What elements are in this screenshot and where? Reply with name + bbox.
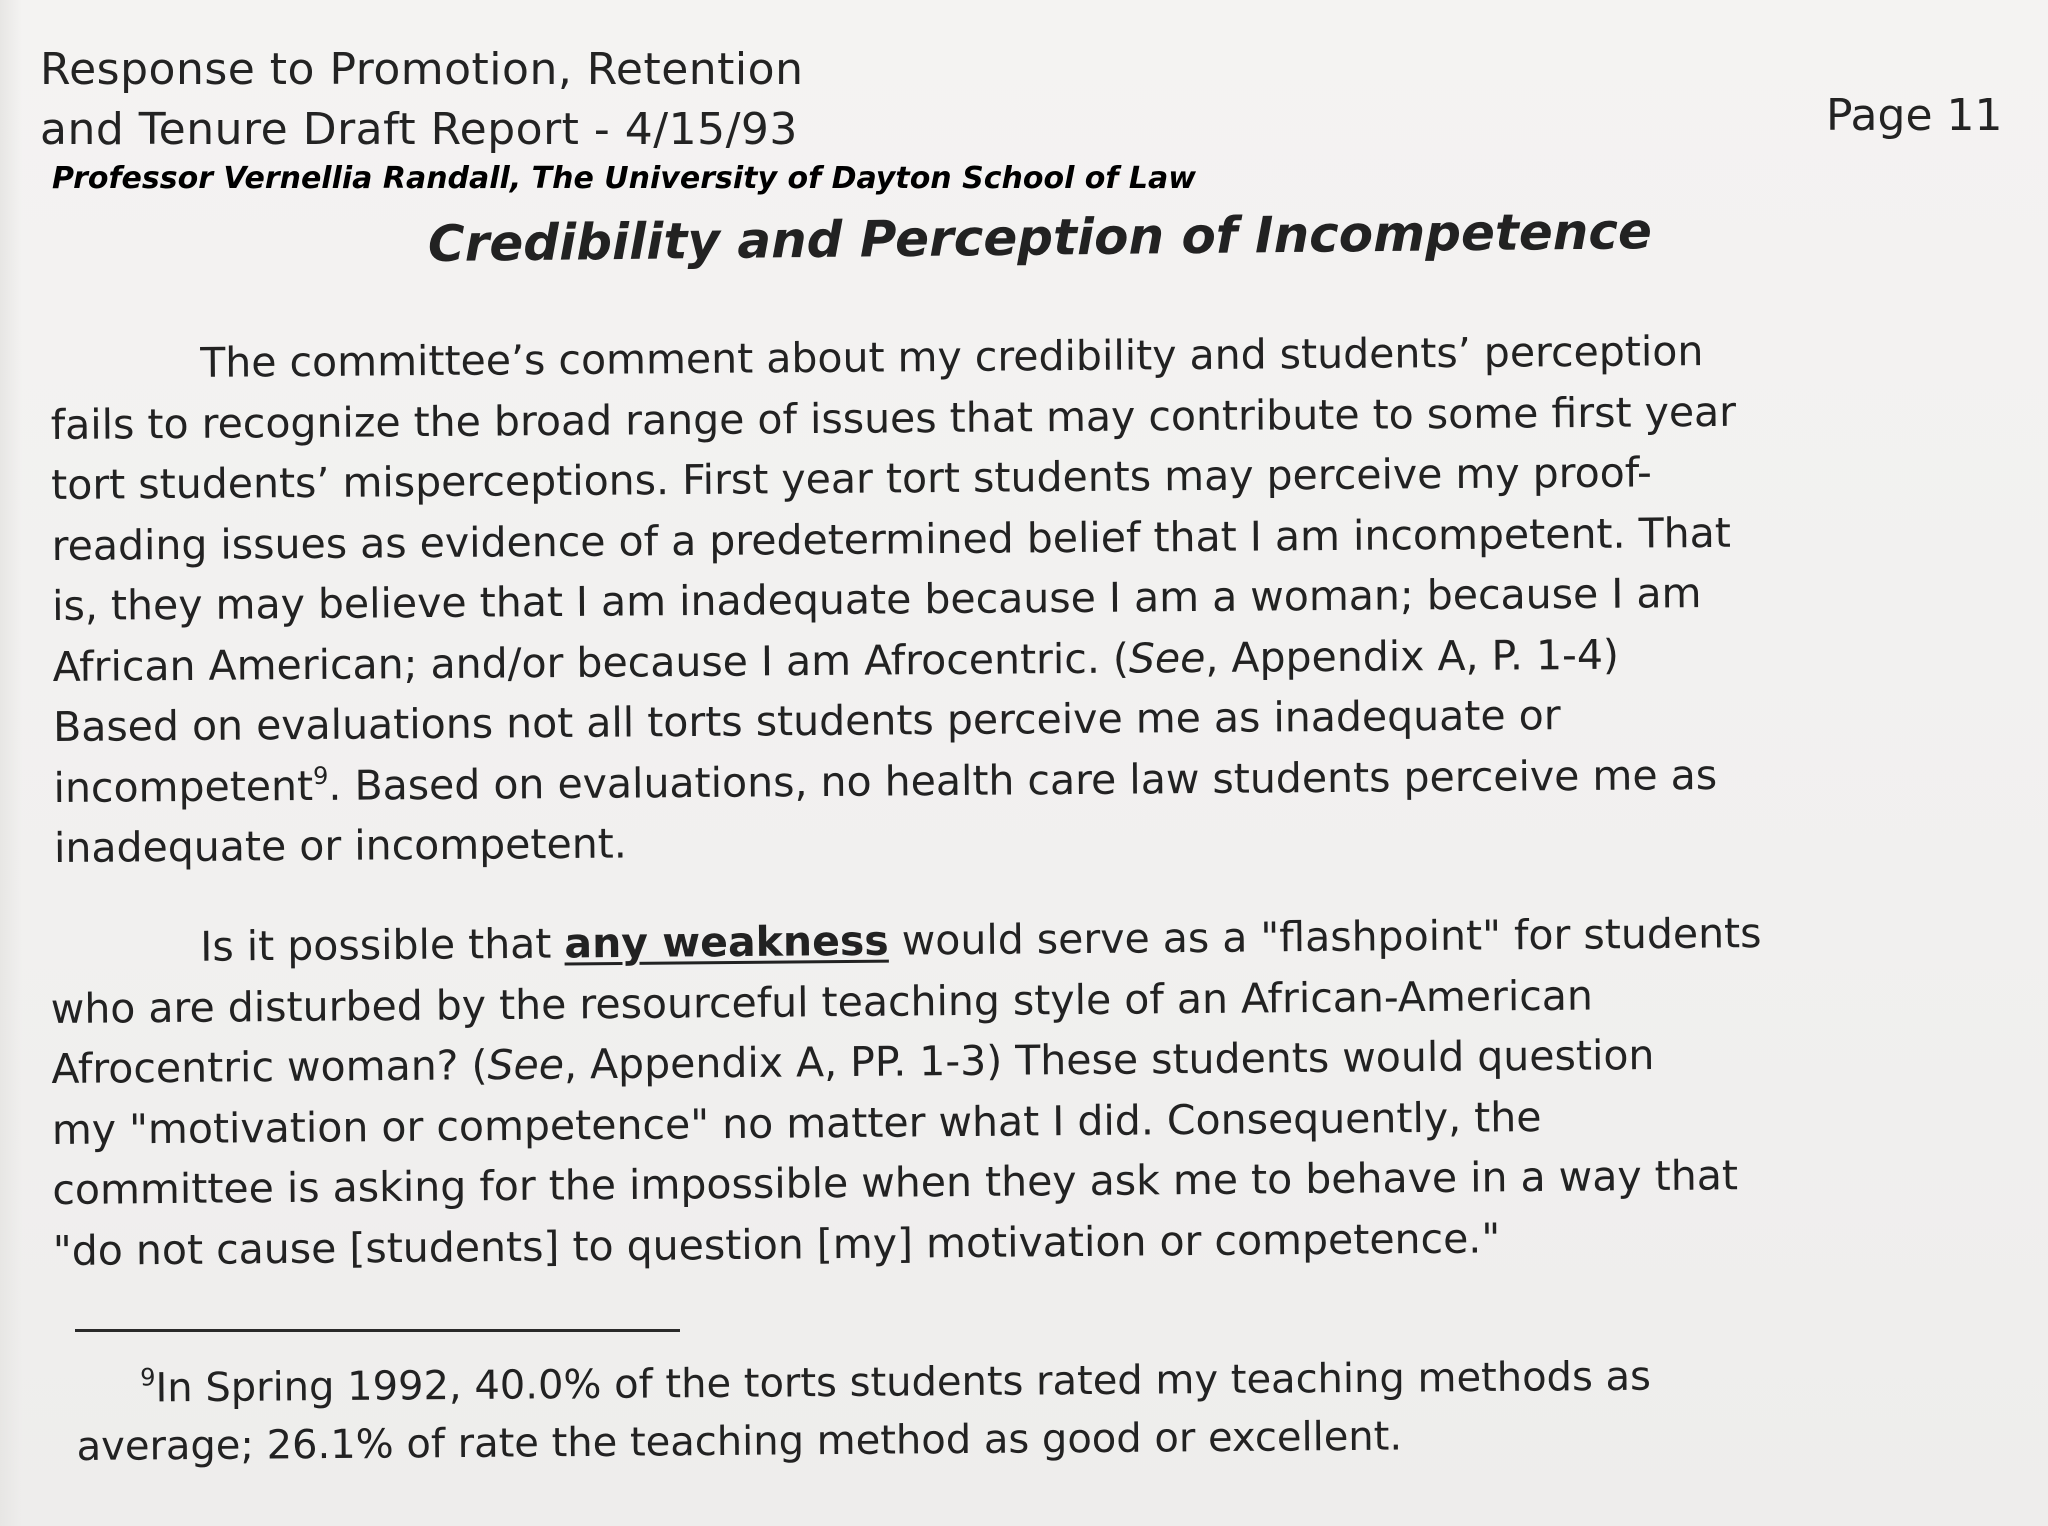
section-heading: Credibility and Perception of Incompetence [427, 202, 1653, 273]
paragraph-flashpoint [50, 901, 2013, 1281]
text-line: inadequate or incompetent. [53, 819, 627, 872]
footnote-9 [76, 1348, 1652, 1476]
text-line: The committee’s comment about my credibility and students’ perception [200, 327, 1704, 387]
text-line: tort students’ misperceptions. First year tort students may perceive my proof- [50, 448, 1652, 509]
text-line [76, 1348, 1651, 1418]
footnote-marker: 9 [140, 1363, 156, 1392]
report-title-line-1: Response to Promotion, Retention [40, 44, 804, 95]
text-run: incompetent [53, 761, 314, 812]
paragraph-credibility [50, 319, 2014, 879]
footnote-divider [75, 1329, 680, 1332]
text-line: fails to recognize the broad range of issues that may contribute to some first year [50, 387, 1737, 449]
see-citation-signal: See [1128, 633, 1206, 683]
text-run: would serve as a "flashpoint" for students [888, 909, 1762, 965]
text-run: Is it possible that [200, 919, 565, 971]
text-line: my "motivation or competence" no matter what I did. Consequently, the [51, 1092, 1542, 1154]
text-line: Based on evaluations not all torts students perceive me as inadequate or [52, 691, 1561, 751]
text-line: who are disturbed by the resourceful teaching style of an African-American [50, 971, 1594, 1033]
footnote-reference: 9 [312, 761, 329, 790]
page-number: Page 11 [1826, 90, 2003, 141]
text-run: In Spring 1992, 40.0% of the torts students rated my teaching methods as [155, 1353, 1652, 1412]
text-line: average; 26.1% of rate the teaching method as good or excellent. [76, 1413, 1403, 1470]
text-run: African American; and/or because I am Afrocentric. ( [52, 634, 1130, 691]
text-line: "do not cause [students] to question [my] motivation or competence." [52, 1213, 1501, 1275]
report-title-line-2: and Tenure Draft Report - 4/15/93 [40, 104, 798, 155]
report-title [40, 40, 803, 160]
text-run: , Appendix A, PP. 1-3) These students would question [563, 1031, 1655, 1089]
text-line: is, they may believe that I am inadequate because I am a woman; because I am [51, 569, 1702, 630]
text-run: . Based on evaluations, no health care law students perceive me as [328, 750, 1718, 810]
text-line: reading issues as evidence of a predetermined belief that I am incompetent. That [51, 508, 1732, 570]
scan-edge-shadow [0, 0, 22, 1526]
see-citation-signal: See [487, 1040, 565, 1090]
text-run: Afrocentric woman? ( [51, 1041, 488, 1093]
text-line: committee is asking for the impossible when they ask me to behave in a way that [52, 1151, 1739, 1214]
author-byline: Professor Vernellia Randall, The University of Dayton School of Law [52, 161, 1196, 196]
emphasized-phrase: any weakness [564, 916, 889, 968]
text-run: , Appendix A, P. 1-4) [1205, 630, 1620, 682]
